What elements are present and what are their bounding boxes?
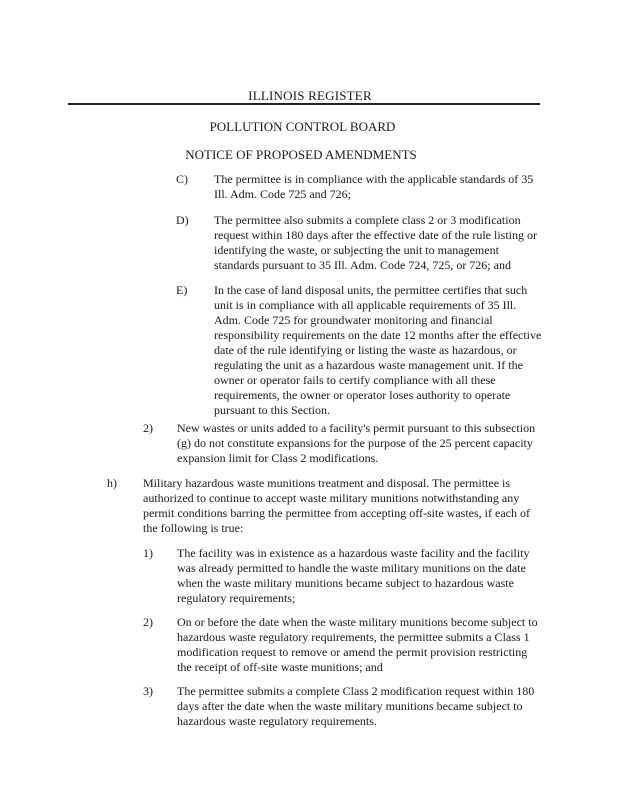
item-d-text: The permittee also submits a complete class 2 or 3 modification request within 180 days after the effective date of the rule listing or identifying the waste, or subjecting the unit to management standards pursuant to 35 Ill. Adm. Code 724, 725, or 726; and bbox=[214, 213, 538, 272]
item-c-text: The permittee is in compliance with the applicable standards of 35 Ill. Adm. Code 725 and 726; bbox=[214, 172, 534, 201]
item-c-label: C) bbox=[176, 172, 188, 186]
section-h-label: h) bbox=[107, 476, 117, 490]
notice-title: NOTICE OF PROPOSED AMENDMENTS bbox=[185, 147, 417, 162]
item-h3-label: 3) bbox=[143, 684, 153, 698]
item-h2-text: On or before the date when the waste military munitions become subject to hazardous waste regulatory requirements, the permittee submits a Class 1 modification request to remove or amend the permit provision restricting the receipt of off-site waste munitions; and bbox=[177, 615, 538, 674]
item-d-label: D) bbox=[176, 213, 189, 227]
item-h3-text: The permittee submits a complete Class 2 modification request within 180 days after the date when the waste military munitions became subject to hazardous waste regulatory requirements. bbox=[177, 684, 535, 728]
item-e-text: In the case of land disposal units, the permittee certifies that such unit is in compliance with all applicable requirements of 35 Ill. Adm. Code 725 for groundwater monitoring and financial responsibility requirements on the date 12 months after the effective date of the rule identifying or listing the waste as hazardous, or regulating the unit as a hazardous waste management unit. If the owner or operator fails to certify compliance with all these requirements, the owner or operator loses authority to operate pursuant to this Section. bbox=[214, 283, 542, 417]
section-h-text: Military hazardous waste munitions treatment and disposal. The permittee is authorized to continue to accept waste military munitions notwithstanding any permit conditions barring the permittee from accepting off-site wastes, if each of the following is true: bbox=[143, 476, 530, 535]
item-h1-label: 1) bbox=[143, 546, 153, 560]
header-rule bbox=[68, 103, 540, 105]
item-h2-label: 2) bbox=[143, 615, 153, 629]
item-g2-text: New wastes or units added to a facility's permit pursuant to this subsection (g) do not constitute expansions for the purpose of the 25 percent capacity expansion limit for Class 2 modifications. bbox=[177, 421, 536, 465]
item-g2-label: 2) bbox=[143, 421, 153, 435]
register-title: ILLINOIS REGISTER bbox=[248, 88, 372, 103]
item-h1-text: The facility was in existence as a hazardous waste facility and the facility was already permitted to handle the waste military munitions on the date when the waste military munitions became subject to hazardous waste regulatory requirements; bbox=[177, 546, 530, 605]
item-e-label: E) bbox=[176, 283, 188, 297]
board-name: POLLUTION CONTROL BOARD bbox=[209, 119, 396, 134]
